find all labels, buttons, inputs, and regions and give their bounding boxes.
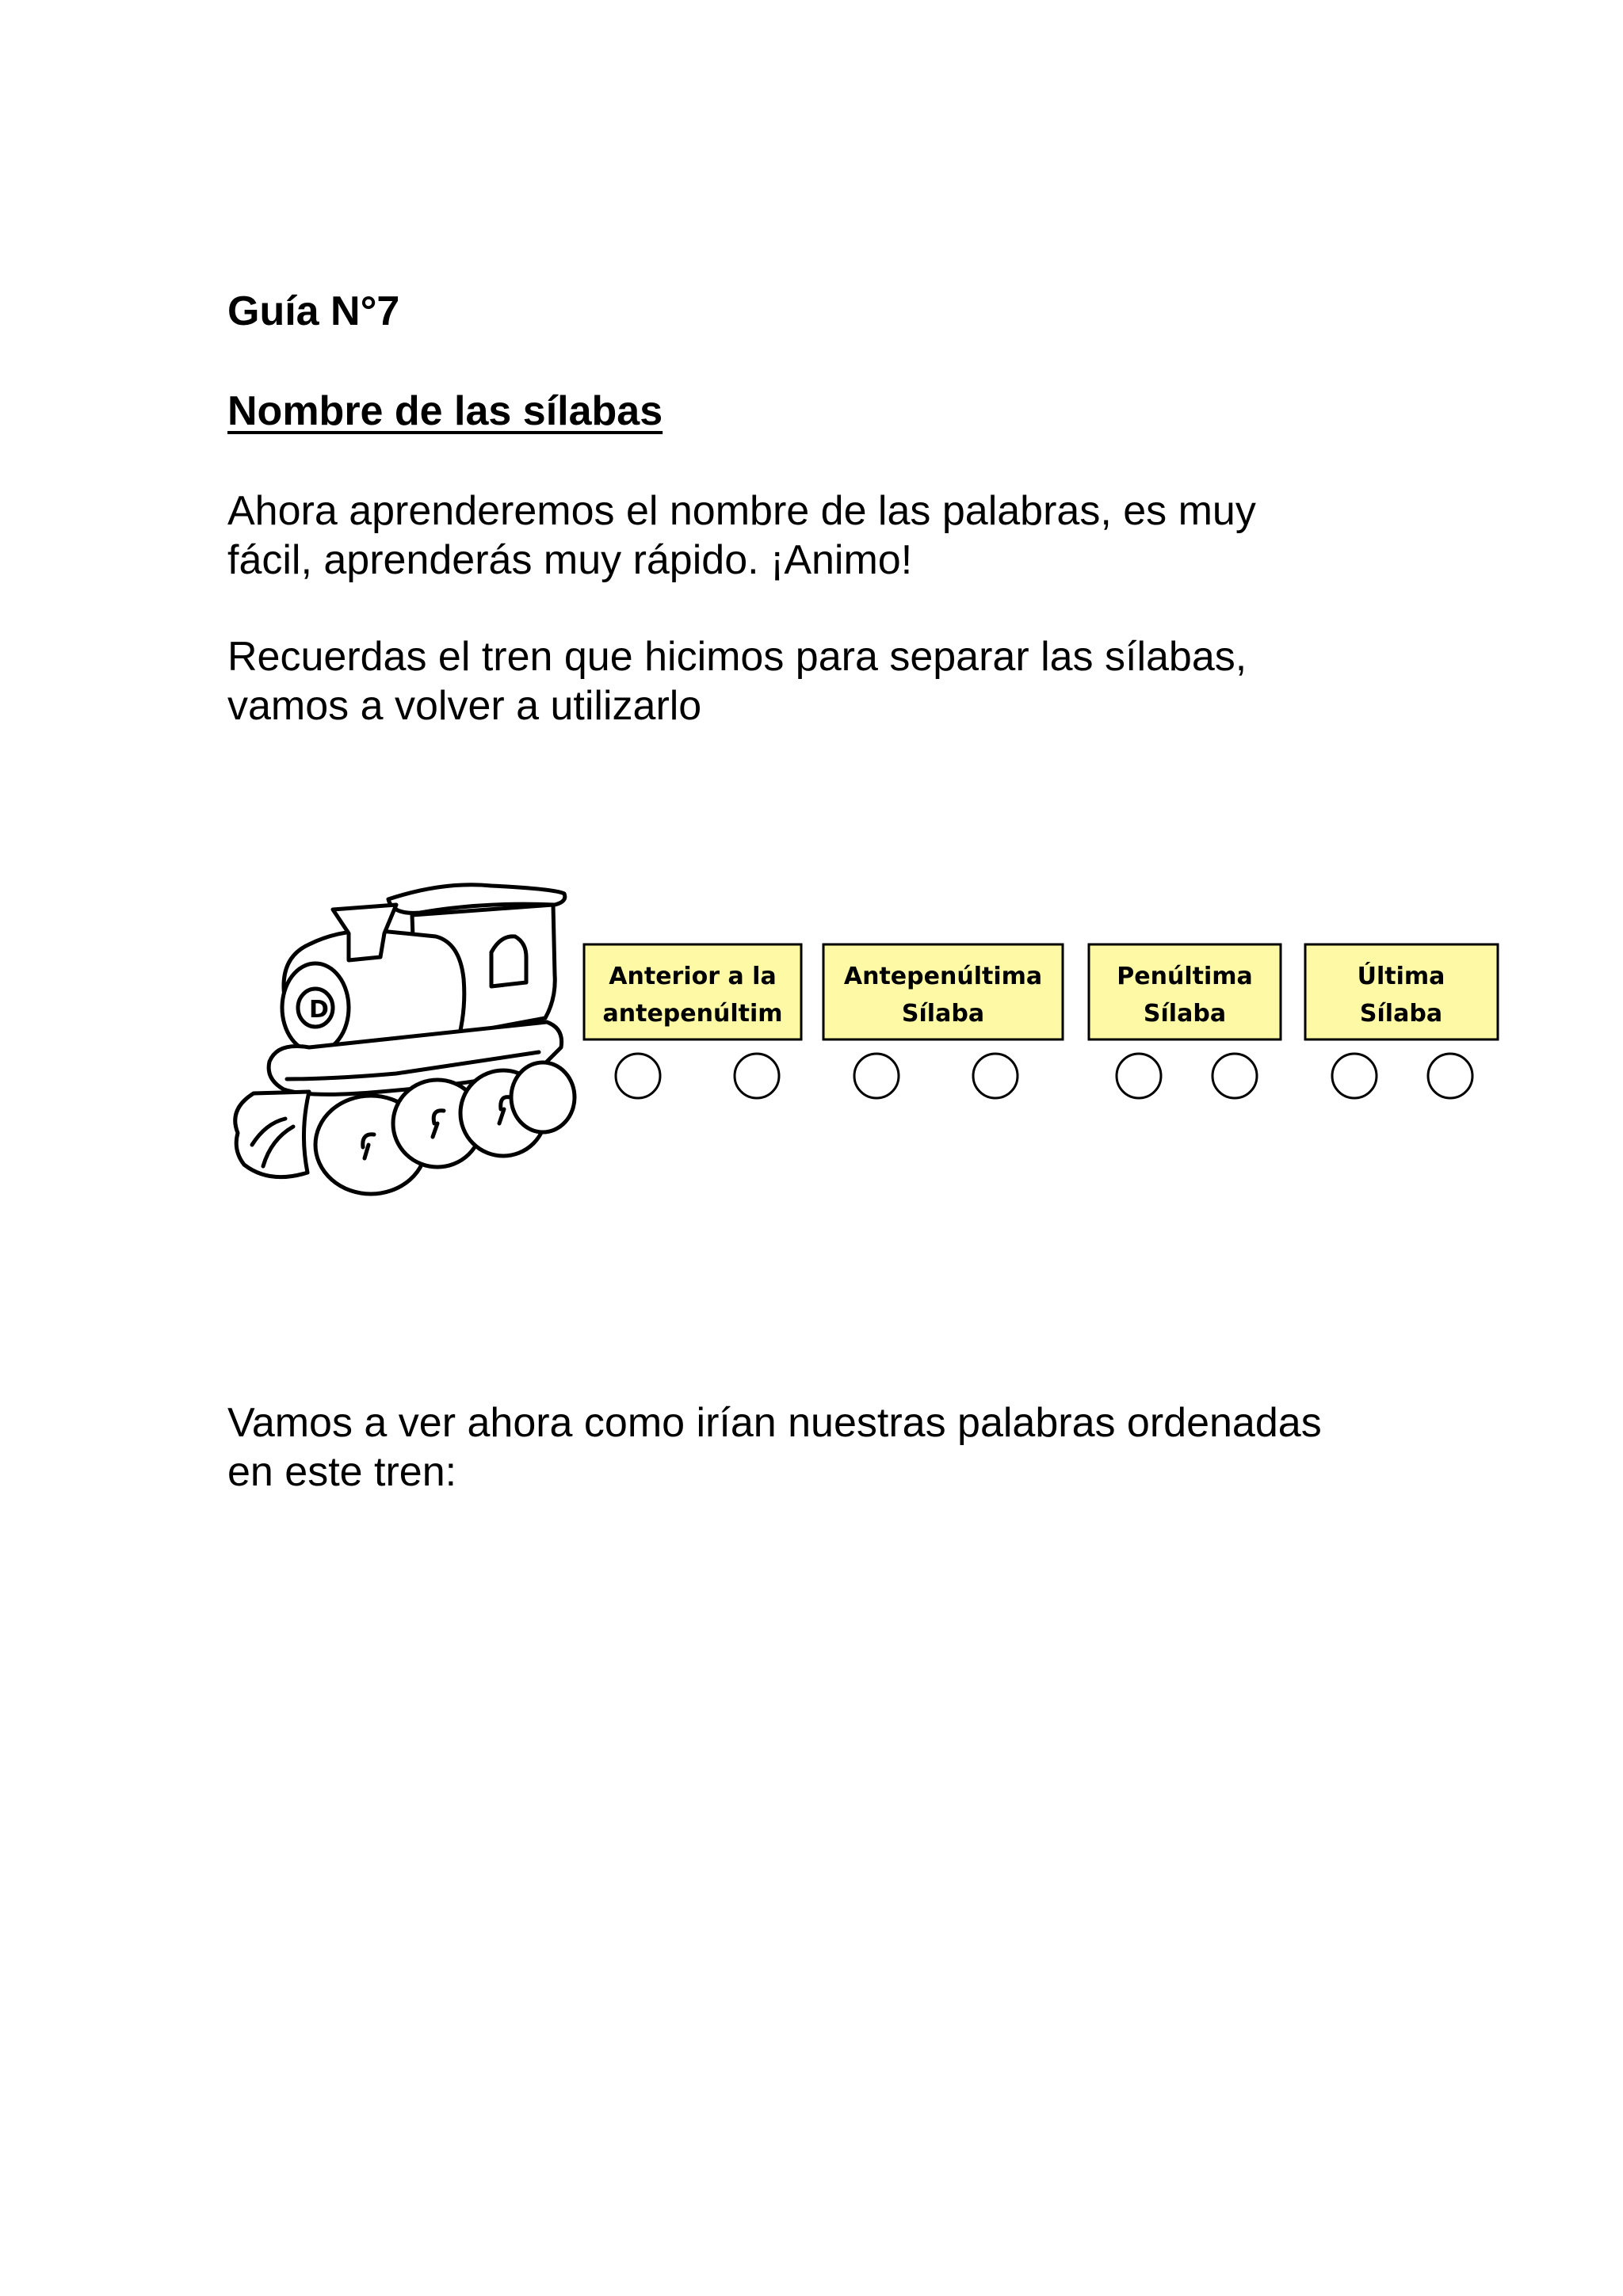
- wagon-2-wheel-left: [854, 1054, 899, 1098]
- outro-line-2: en este tren:: [227, 1449, 457, 1495]
- syllable-train-figure: [222, 871, 1506, 1204]
- wagon-4: [1305, 944, 1498, 1098]
- wagon-1-label-line-2: antepenúltim: [602, 1000, 783, 1028]
- train-locomotive-icon: [235, 885, 575, 1194]
- wagon-2: [823, 944, 1063, 1098]
- wagon-2-wheel-right: [973, 1054, 1018, 1098]
- recall-line-2: vamos a volver a utilizarlo: [227, 683, 702, 729]
- wagon-3-wheel-left: [1117, 1054, 1161, 1098]
- section-title: Nombre de las sílabas: [227, 388, 663, 434]
- wagon-2-label-line-1: Antepenúltima: [843, 963, 1043, 990]
- intro-line-1: Ahora aprenderemos el nombre de las palabras, es muy: [227, 488, 1256, 534]
- guide-title: Guía N°7: [227, 288, 400, 334]
- intro-line-2: fácil, aprenderás muy rápido. ¡Animo!: [227, 537, 913, 583]
- svg-text:D: D: [309, 996, 329, 1024]
- intro-paragraph: [227, 486, 1256, 585]
- recall-line-1: Recuerdas el tren que hicimos para separar las sílabas,: [227, 634, 1247, 680]
- wagon-1-wheel-right: [735, 1054, 779, 1098]
- wagon-4-wheel-right: [1428, 1054, 1472, 1098]
- wagon-3: [1089, 944, 1281, 1098]
- wagon-1-label-line-1: Anterior a la: [609, 963, 777, 990]
- wagon-4-wheel-left: [1332, 1054, 1377, 1098]
- recall-paragraph: [227, 632, 1247, 730]
- wagon-1-wheel-left: [616, 1054, 660, 1098]
- wagon-3-label-line-2: Sílaba: [1143, 1000, 1227, 1028]
- outro-paragraph: [227, 1398, 1322, 1497]
- wagon-1: [584, 944, 801, 1098]
- wagon-3-label-line-1: Penúltima: [1117, 963, 1253, 990]
- wagon-4-label-line-2: Sílaba: [1359, 1000, 1443, 1028]
- wagon-4-label-line-1: Última: [1357, 963, 1445, 990]
- wagon-3-wheel-right: [1212, 1054, 1257, 1098]
- wagon-2-label-line-2: Sílaba: [901, 1000, 985, 1028]
- outro-line-1: Vamos a ver ahora como irían nuestras palabras ordenadas: [227, 1400, 1322, 1446]
